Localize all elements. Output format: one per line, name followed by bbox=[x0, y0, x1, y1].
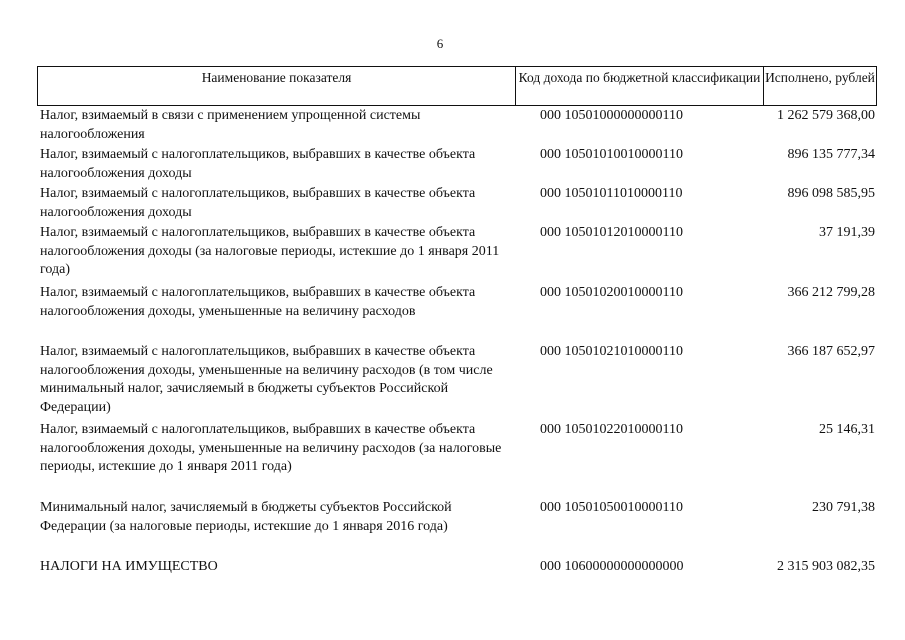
row-code: 000 10501012010000110 bbox=[540, 225, 683, 240]
row-amount: 25 146,31 bbox=[819, 422, 875, 437]
row-code: 000 10600000000000000 bbox=[540, 559, 684, 574]
header-name: Наименование показателя bbox=[201, 70, 352, 85]
row-code: 000 10501050010000110 bbox=[540, 500, 683, 515]
row-name: Налог, взимаемый с налогоплательщиков, выбравших в качестве объекта налогообложения доходы bbox=[40, 186, 476, 220]
row-name: Налог, взимаемый с налогоплательщиков, выбравших в качестве объекта налогообложения доходы, уменьшенные на величину расходов (за налоговые периоды, истекшие до 1 января 2011 года) bbox=[40, 422, 502, 474]
row-amount: 366 212 799,28 bbox=[787, 285, 875, 300]
row-name: Налог, взимаемый с налогоплательщиков, выбравших в качестве объекта налогообложения доходы, уменьшенные на величину расходов (в том числе минимальный налог, зачисляемый в бюджеты субъектов Российской Федерации) bbox=[40, 344, 493, 415]
row-code: 000 10501000000000110 bbox=[540, 108, 683, 123]
row-code: 000 10501022010000110 bbox=[540, 422, 683, 437]
row-code: 000 10501020010000110 bbox=[540, 285, 683, 300]
header-code: Код дохода по бюджетной классификации bbox=[515, 67, 764, 105]
row-code: 000 10501011010000110 bbox=[540, 186, 683, 201]
row-name: Налог, взимаемый в связи с применением упрощенной системы налогообложения bbox=[40, 108, 421, 142]
row-code: 000 10501021010000110 bbox=[540, 344, 683, 359]
row-name: НАЛОГИ НА ИМУЩЕСТВО bbox=[40, 559, 218, 574]
row-amount: 230 791,38 bbox=[812, 500, 875, 515]
table-header bbox=[37, 66, 877, 106]
row-name: Налог, взимаемый с налогоплательщиков, выбравших в качестве объекта налогообложения доходы bbox=[40, 147, 476, 181]
row-amount: 896 098 585,95 bbox=[787, 186, 875, 201]
header-amount: Исполнено, рублей bbox=[765, 70, 875, 85]
row-name: Минимальный налог, зачисляемый в бюджеты субъектов Российской Федерации (за налоговые периоды, истекшие до 1 января 2016 года) bbox=[40, 500, 452, 534]
row-name: Налог, взимаемый с налогоплательщиков, выбравших в качестве объекта налогообложения доходы (за налоговые периоды, истекшие до 1 января 2011 года) bbox=[40, 225, 500, 277]
page-number: 6 bbox=[436, 36, 444, 51]
row-name: Налог, взимаемый с налогоплательщиков, выбравших в качестве объекта налогообложения доходы, уменьшенные на величину расходов bbox=[40, 285, 476, 319]
row-amount: 366 187 652,97 bbox=[787, 344, 875, 359]
row-amount: 1 262 579 368,00 bbox=[777, 108, 875, 123]
row-amount: 2 315 903 082,35 bbox=[777, 559, 875, 574]
row-amount: 37 191,39 bbox=[819, 225, 875, 240]
row-code: 000 10501010010000110 bbox=[540, 147, 683, 162]
row-amount: 896 135 777,34 bbox=[787, 147, 875, 162]
